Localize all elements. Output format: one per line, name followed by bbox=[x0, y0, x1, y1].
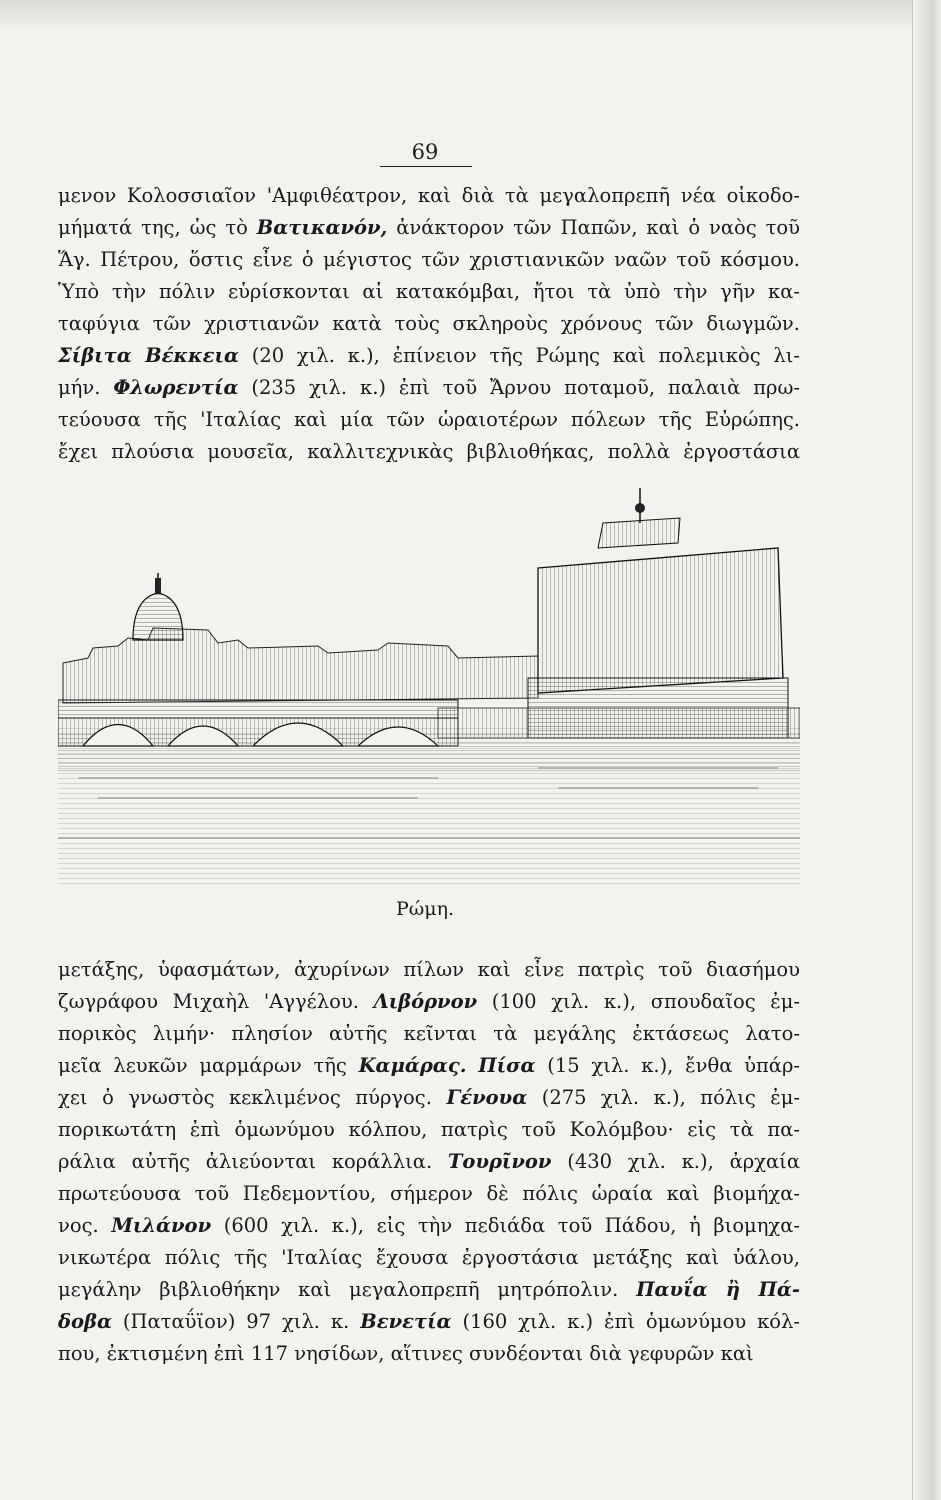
text-line bbox=[58, 1242, 800, 1274]
rome-engraving bbox=[58, 478, 800, 890]
text-run: (100 χιλ. κ.), σπουδαῖος ἐμ- bbox=[477, 990, 800, 1013]
text-run: (20 χιλ. κ.), ἐπίνειον τῆς Ρώμης καὶ πολεμικὸς λι- bbox=[238, 344, 800, 367]
paragraph-bottom bbox=[58, 954, 800, 1370]
page-number: 69 bbox=[411, 140, 439, 164]
bold-term: Βενετία bbox=[360, 1310, 452, 1333]
text-line bbox=[58, 1050, 800, 1082]
text-run: μήματά της, ὡς τὸ bbox=[58, 216, 257, 239]
bold-term: δοβα bbox=[58, 1310, 112, 1333]
text-run: μεῖα λευκῶν μαρμάρων τῆς bbox=[58, 1054, 359, 1077]
text-run: πορικωτάτη ἐπὶ ὁμωνύμου κόλπου, πατρὶς τοῦ Κολόμβου· εἰς τὰ πα- bbox=[58, 1118, 800, 1141]
text-line bbox=[58, 1274, 800, 1306]
text-run: χει ὁ γνωστὸς κεκλιμένος πύργος. bbox=[58, 1086, 447, 1109]
bold-term: Πίσα bbox=[478, 1054, 536, 1077]
text-line bbox=[58, 180, 800, 212]
text-line bbox=[58, 436, 800, 468]
text-line bbox=[58, 276, 800, 308]
page-edge-shadow bbox=[0, 0, 941, 30]
text-run: πρωτεύουσα τοῦ Πεδεμοντίου, σήμερον δὲ πόλις ὡραία καὶ βιομήχα- bbox=[58, 1182, 800, 1205]
text-run: (275 χιλ. κ.), πόλις ἐμ- bbox=[527, 1086, 800, 1109]
text-line bbox=[58, 1338, 800, 1370]
text-run: πορικὸς λιμήν· πλησίον αὐτῆς κεῖνται τὰ μεγάλης ἐκτάσεως λατο- bbox=[58, 1022, 800, 1045]
text-run: μήν. bbox=[58, 376, 114, 399]
bold-term: Βατικανόν, bbox=[256, 216, 388, 239]
bold-term: Σίβιτα Βέκκεια bbox=[58, 344, 239, 367]
text-run: που, ἐκτισμένη ἐπὶ 117 νησίδων, αἵτινες συνδέονται διὰ γεφυρῶν καὶ bbox=[58, 1342, 754, 1365]
text-line bbox=[58, 954, 800, 986]
text-line bbox=[58, 1018, 800, 1050]
text-line bbox=[58, 1114, 800, 1146]
text-run: Ὑπὸ τὴν πόλιν εὑρίσκονται αἱ κατακόμβαι, ἤτοι τὰ ὑπὸ τὴν γῆν κα- bbox=[58, 280, 800, 303]
text-run: μενον Κολοσσιαῖον 'Αμφιθέατρον, καὶ διὰ τὰ μεγαλοπρεπῆ νέα οἰκοδο- bbox=[58, 184, 800, 207]
text-line bbox=[58, 308, 800, 340]
bold-term: Τουρῖνον bbox=[447, 1150, 552, 1173]
text-run: (430 χιλ. κ.), ἀρχαία bbox=[551, 1150, 800, 1173]
page-edge-right bbox=[912, 0, 941, 1500]
text-run: τεύουσα τῆς 'Ιταλίας καὶ μία τῶν ὡραιοτέρων πόλεων τῆς Εὐρώπης. bbox=[58, 408, 800, 431]
text-run: (160 χιλ. κ.) ἐπὶ ὁμωνύμου κόλ- bbox=[451, 1310, 800, 1333]
text-run: μετάξης, ὑφασμάτων, ἀχυρίνων πίλων καὶ εἶνε πατρὶς τοῦ διασήμου bbox=[58, 958, 800, 981]
figure-caption: Ρώμη. bbox=[395, 898, 455, 920]
text-line bbox=[58, 404, 800, 436]
page-number-rule bbox=[380, 166, 472, 167]
bold-term: Μιλάνον bbox=[111, 1214, 212, 1237]
text-run: (Παταΰϊον) 97 χιλ. κ. bbox=[111, 1310, 361, 1333]
text-line bbox=[58, 1082, 800, 1114]
text-line bbox=[58, 1210, 800, 1242]
text-run: ἔχει πλούσια μουσεῖα, καλλιτεχνικὰς βιβλιοθήκας, πολλὰ ἐργοστάσια bbox=[58, 440, 800, 463]
bold-term: Γένουα bbox=[446, 1086, 528, 1109]
bold-term: Καμάρας. bbox=[358, 1054, 467, 1077]
text-line bbox=[58, 1146, 800, 1178]
bold-term: Λιβόρνον bbox=[373, 990, 478, 1013]
text-run: (15 χιλ. κ.), ἔνθα ὑπάρ- bbox=[535, 1054, 800, 1077]
bold-term: Παυΐα ἢ Πά- bbox=[636, 1278, 800, 1301]
text-run: (600 χιλ. κ.), εἰς τὴν πεδιάδα τοῦ Πάδου, ἡ βιομηχα- bbox=[211, 1214, 800, 1237]
text-line bbox=[58, 1306, 800, 1338]
text-line bbox=[58, 212, 800, 244]
text-run: νικωτέρα πόλις τῆς 'Ιταλίας ἔχουσα ἐργοστάσια μετάξης καὶ ὑάλου, bbox=[58, 1246, 800, 1269]
text-run: ταφύγια τῶν χριστιανῶν κατὰ τοὺς σκληροὺς χρόνους τῶν διωγμῶν. bbox=[58, 312, 800, 335]
text-run: νος. bbox=[58, 1214, 112, 1237]
text-line bbox=[58, 244, 800, 276]
text-run: Ἅγ. Πέτρου, ὅστις εἶνε ὁ μέγιστος τῶν χριστιανικῶν ναῶν τοῦ κόσμου. bbox=[58, 248, 800, 271]
text-run: ζωγράφου Μιχαὴλ 'Αγγέλου. bbox=[58, 990, 374, 1013]
text-run bbox=[466, 1054, 478, 1077]
text-run: ράλια αὐτῆς ἁλιεύονται κοράλλια. bbox=[58, 1150, 448, 1173]
text-run: (235 χιλ. κ.) ἐπὶ τοῦ Ἄρνου ποταμοῦ, παλαιὰ πρω- bbox=[238, 376, 800, 399]
paragraph-top bbox=[58, 180, 800, 468]
text-line bbox=[58, 1178, 800, 1210]
text-line bbox=[58, 372, 800, 404]
text-run: ἀνάκτορον τῶν Παπῶν, καὶ ὁ ναὸς τοῦ bbox=[387, 216, 801, 239]
text-line bbox=[58, 340, 800, 372]
bold-term: Φλωρεντία bbox=[113, 376, 239, 399]
text-line bbox=[58, 986, 800, 1018]
text-run: μεγάλην βιβλιοθήκην καὶ μεγαλοπρεπῆ μητρόπολιν. bbox=[58, 1278, 637, 1301]
